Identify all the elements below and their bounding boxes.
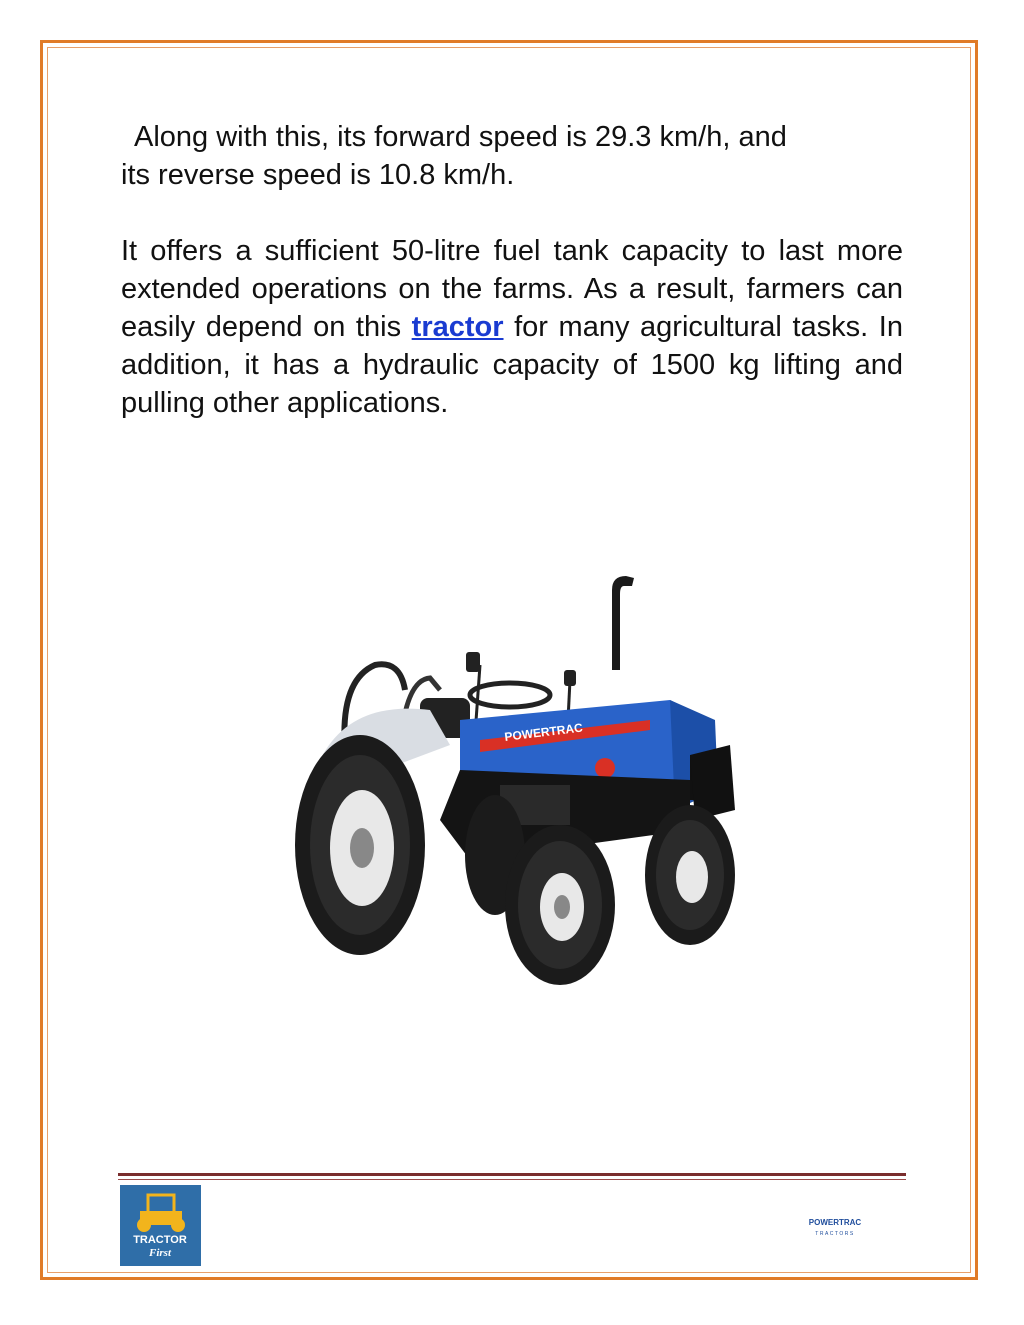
p2-text-before: It offers a sufficient 50-litre fuel tank capacity to last more extended operations on the farms. As a result, farmers can easily depend on this [121,235,903,343]
p2-text-after: for many agricultural tasks. In addition, it has a hydraulic capacity of 1500 kg lifting and pulling other applications. [121,311,903,419]
powertrac-line1: POWERTRAC [808,1218,862,1227]
body-text [121,118,903,422]
powertrac-logo [800,1216,870,1238]
tractor-first-line1: TRACTOR [133,1234,187,1246]
tractor-brand-text: POWERTRAC [503,720,584,744]
tractor-link[interactable]: tractor [411,311,504,343]
paragraph-fuel [121,232,903,422]
tractor-first-logo [120,1185,201,1266]
p1-line2: its reverse speed is 10.8 km/h. [121,159,515,191]
footer-divider [118,1173,906,1176]
tractor-first-line2: First [148,1247,172,1259]
paragraph-speed [121,118,903,194]
footer-divider-thin [118,1179,906,1180]
powertrac-line2: TRACTORS [815,1231,855,1237]
tractor-image [290,570,750,1000]
p1-line1: Along with this, its forward speed is 29.3 km/h, and [134,121,787,153]
